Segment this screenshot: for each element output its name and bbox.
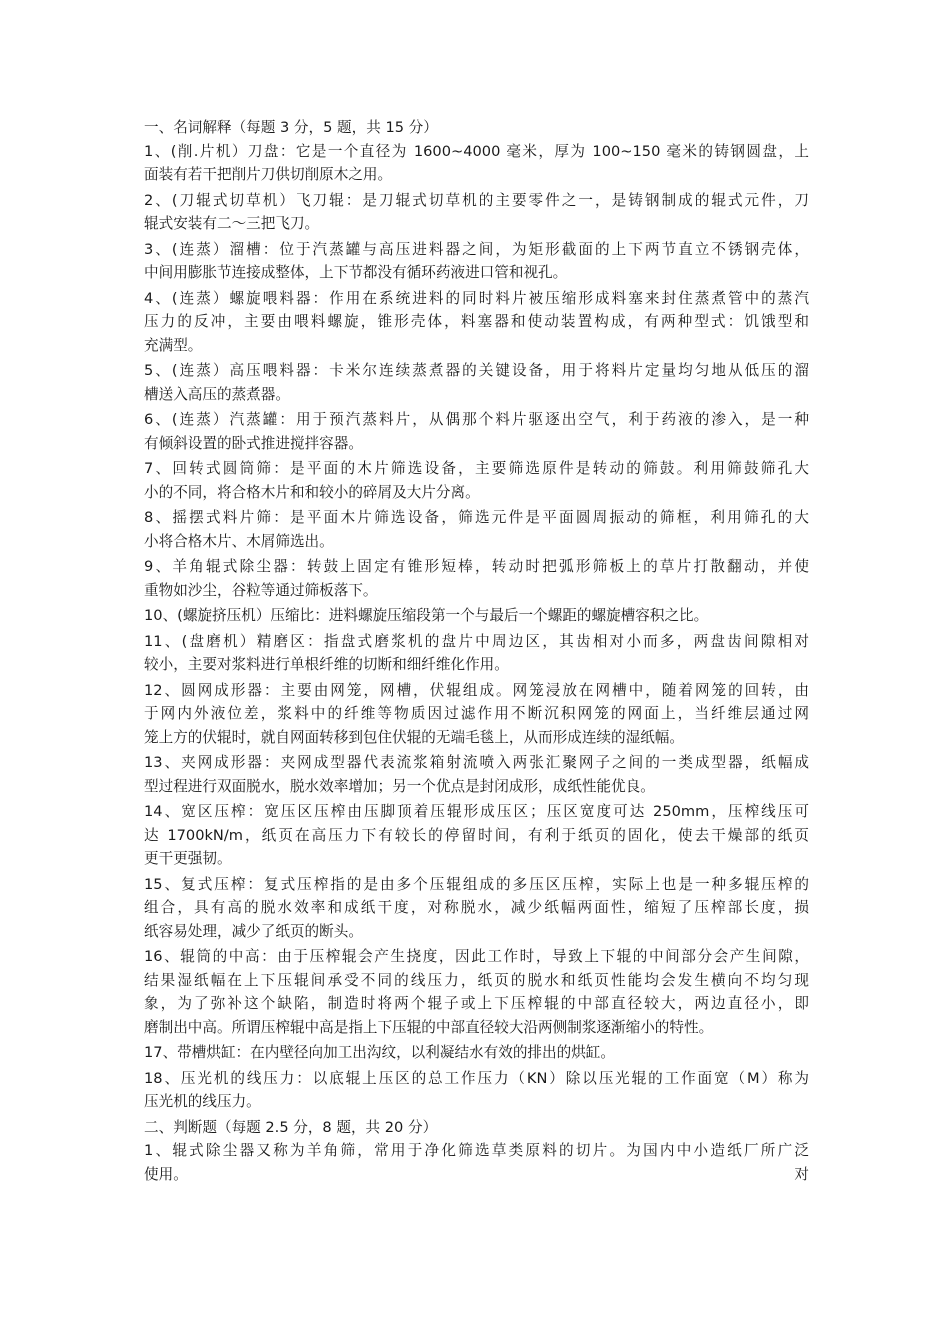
q1-row bbox=[144, 1163, 809, 1187]
definition-item bbox=[144, 287, 809, 358]
definition-line: 12、圆网成形器：主要由网笼，网槽，伏辊组成。网笼浸放在网槽中，随着网笼的回转，由 bbox=[144, 681, 809, 699]
definition-line: 压光机的线压力。 bbox=[144, 1093, 261, 1110]
definition-item bbox=[144, 555, 809, 602]
q1-text-line1: 1、辊式除尘器又称为羊角筛，常用于净化筛选草类原料的切片。为国内中小造纸厂所广泛 bbox=[144, 1142, 809, 1159]
definition-line: 笼上方的伏辊时，就自网面转移到包住伏辊的无端毛毯上，从而形成连续的湿纸幅。 bbox=[144, 728, 684, 746]
definition-line: 17、带槽烘缸：在内壁径向加工出沟纹，以利凝结水有效的排出的烘缸。 bbox=[144, 1044, 615, 1061]
definition-line: 11、(盘磨机）精磨区：指盘式磨浆机的盘片中周边区，其齿相对小而多，两盘齿间隙相对 bbox=[144, 632, 809, 650]
definition-item bbox=[144, 604, 809, 628]
definition-item bbox=[144, 506, 809, 553]
definitions-list bbox=[144, 140, 809, 1114]
definition-line: 象，为了弥补这个缺陷，制造时将两个辊子或上下压榨辊的中部直径较大，两边直径小，即 bbox=[144, 995, 809, 1012]
definition-line: 有倾斜设置的卧式推进搅拌容器。 bbox=[144, 434, 363, 452]
definition-line: 槽送入高压的蒸煮器。 bbox=[144, 385, 290, 403]
definition-line: 辊式安装有二～三把飞刀。 bbox=[144, 215, 320, 232]
definition-line: 13、夹网成形器：夹网成型器代表流浆箱射流喷入两张汇聚网子之间的一类成型器，纸幅成 bbox=[144, 754, 809, 771]
definition-item bbox=[144, 457, 809, 504]
definition-line: 磨制出中高。所谓压榨辊中高是指上下压辊的中部直径较大沿两侧制浆逐渐缩小的特性。 bbox=[144, 1018, 714, 1036]
definition-item bbox=[144, 359, 809, 406]
definition-line: 7、回转式圆筒筛：是平面的木片筛选设备，主要筛选原件是转动的筛鼓。利用筛鼓筛孔大 bbox=[144, 460, 809, 477]
definition-line: 2、(刀辊式切草机）飞刀辊：是刀辊式切草机的主要零件之一，是铸钢制成的辊式元件，刀 bbox=[144, 191, 809, 209]
definition-line: 9、羊角辊式除尘器：转鼓上固定有锥形短棒，转动时把弧形筛板上的草片打散翻动，并使 bbox=[144, 558, 809, 575]
definition-line: 较小，主要对浆料进行单根纤维的切断和细纤维化作用。 bbox=[144, 656, 509, 673]
definition-item bbox=[144, 751, 809, 798]
definition-line: 组合，具有高的脱水效率和成纸干度，对称脱水，减少纸幅两面性，缩短了压榨部长度，损 bbox=[144, 899, 809, 916]
document-page bbox=[144, 116, 809, 1186]
definition-item bbox=[144, 873, 809, 944]
definition-item bbox=[144, 140, 809, 187]
definition-line: 于网内外液位差，浆料中的纤维等物质因过滤作用不断沉积网笼的网面上，当纤维层通过网 bbox=[144, 705, 809, 722]
definition-line: 纸容易处理，减少了纸页的断头。 bbox=[144, 922, 363, 940]
definition-line: 6、(连蒸）汽蒸罐：用于预汽蒸料片，从偶那个料片驱逐出空气，利于药液的渗入，是一种 bbox=[144, 411, 809, 428]
definition-line: 16、辊筒的中高：由于压榨辊会产生挠度，因此工作时，导致上下辊的中间部分会产生间隙， bbox=[144, 948, 809, 965]
definition-item bbox=[144, 238, 809, 285]
definition-item bbox=[144, 630, 809, 677]
definition-line: 14、宽区压榨：宽压区压榨由压脚顶着压辊形成压区；压区宽度可达 250mm，压榨线压可 bbox=[144, 803, 809, 820]
definition-line: 充满型。 bbox=[144, 336, 203, 354]
definition-line: 15、复式压榨：复式压榨指的是由多个压辊组成的多压区压榨，实际上也是一种多辊压榨的 bbox=[144, 875, 809, 893]
definition-line: 5、(连蒸）高压喂料器：卡米尔连续蒸煮器的关键设备，用于将料片定量均匀地从低压的溜 bbox=[144, 362, 809, 379]
definition-line: 型过程进行双面脱水，脱水效率增加；另一个优点是封闭成形，成纸性能优良。 bbox=[144, 777, 655, 795]
definition-line: 小将合格木片、木屑筛选出。 bbox=[144, 532, 334, 550]
definition-line: 8、摇摆式料片筛：是平面木片筛选设备，筛选元件是平面圆周振动的筛框，利用筛孔的大 bbox=[144, 509, 809, 526]
definition-line: 3、(连蒸）溜槽：位于汽蒸罐与高压进料器之间，为矩形截面的上下两节直立不锈钢壳体， bbox=[144, 240, 809, 258]
section2-heading: 二、判断题（每题 2.5 分，8 题，共 20 分） bbox=[144, 1118, 438, 1136]
q1-text-line2: 使用。 bbox=[144, 1165, 188, 1183]
section1-heading: 一、名词解释（每题 3 分，5 题，共 15 分） bbox=[144, 119, 438, 136]
q1-answer: 对 bbox=[794, 1165, 809, 1183]
definition-line: 中间用膨胀节连接成整体，上下节都没有循环药液进口管和视孔。 bbox=[144, 264, 568, 281]
definition-item bbox=[144, 189, 809, 236]
definition-line: 更干更强韧。 bbox=[144, 850, 232, 867]
definition-item bbox=[144, 679, 809, 750]
definition-line: 小的不同，将合格木片和和较小的碎屑及大片分离。 bbox=[144, 483, 480, 501]
definition-item bbox=[144, 1067, 809, 1114]
definition-line: 压力的反冲，主要由喂料螺旋，锥形壳体，料塞器和使动装置构成，有两种型式：饥饿型和 bbox=[144, 313, 809, 330]
definition-line: 重物如沙尘，谷粒等通过筛板落下。 bbox=[144, 581, 378, 599]
definition-line: 1、(削.片机）刀盘：它是一个直径为 1600~4000 毫米，厚为 100~150 毫米的铸钢圆盘，上 bbox=[144, 142, 809, 160]
definition-line: 10、(螺旋挤压机）压缩比：进料螺旋压缩段第一个与最后一个螺距的螺旋槽容积之比。 bbox=[144, 607, 709, 624]
definition-line: 结果湿纸幅在上下压辊间承受不同的线压力，纸页的脱水和纸页性能均会发生横向不均匀现 bbox=[144, 971, 809, 989]
definition-line: 18、压光机的线压力：以底辊上压区的总工作压力（KN）除以压光辊的工作面宽（M）称为 bbox=[144, 1069, 809, 1087]
definition-item bbox=[144, 408, 809, 455]
definition-item bbox=[144, 1041, 809, 1065]
definition-item bbox=[144, 800, 809, 871]
definition-line: 面装有若干把削片刀供切削原木之用。 bbox=[144, 166, 393, 183]
definition-line: 达 1700kN/m，纸页在高压力下有较长的停留时间，有利于纸页的固化，使去干燥部的纸页 bbox=[144, 826, 809, 844]
definition-line: 4、(连蒸）螺旋喂料器：作用在系统进料的同时料片被压缩形成料塞来封住蒸煮管中的蒸汽 bbox=[144, 289, 809, 307]
definition-item bbox=[144, 945, 809, 1039]
